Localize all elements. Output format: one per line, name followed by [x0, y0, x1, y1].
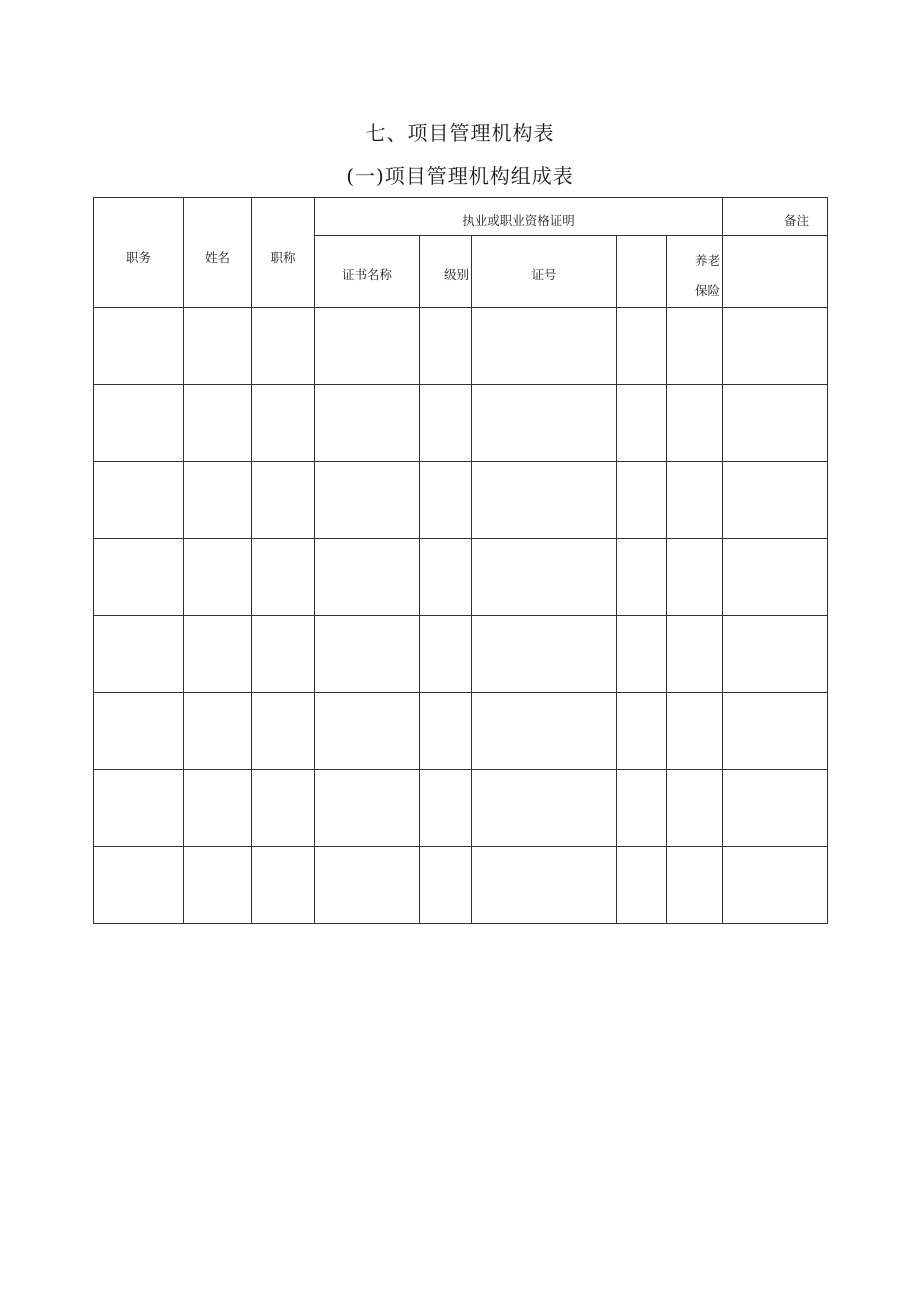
- table-cell[interactable]: [94, 385, 184, 462]
- table-cell[interactable]: [667, 462, 723, 539]
- table-cell[interactable]: [617, 770, 667, 847]
- document-heading: 七、项目管理机构表: [365, 121, 555, 145]
- header-cell-cert-no: [472, 236, 617, 308]
- table-cell[interactable]: [252, 462, 315, 539]
- table-cell[interactable]: [420, 847, 472, 924]
- table-cell[interactable]: [94, 308, 184, 385]
- table-cell[interactable]: [723, 308, 828, 385]
- table-cell[interactable]: [617, 385, 667, 462]
- table-cell[interactable]: [184, 847, 252, 924]
- table-cell[interactable]: [617, 847, 667, 924]
- table-cell[interactable]: [252, 385, 315, 462]
- header-cell-remarks-sub: [723, 236, 828, 308]
- document-subheading: (一)项目管理机构组成表: [346, 164, 574, 188]
- header-cell-blank: [617, 236, 667, 308]
- header-label-title: 职称: [270, 250, 296, 265]
- table-cell[interactable]: [420, 693, 472, 770]
- table-cell[interactable]: [184, 462, 252, 539]
- table-cell[interactable]: [315, 462, 420, 539]
- table-cell[interactable]: [723, 385, 828, 462]
- header-cell-name: [184, 198, 252, 308]
- header-label-pension-2: 保险: [694, 283, 720, 298]
- table-cell[interactable]: [94, 693, 184, 770]
- table-cell[interactable]: [667, 385, 723, 462]
- header-cell-cert-name: [315, 236, 420, 308]
- table-cell[interactable]: [184, 385, 252, 462]
- header-cell-remarks: [723, 198, 828, 236]
- table-row: [94, 462, 828, 539]
- header-label-cert-name: 证书名称: [341, 267, 392, 282]
- table-row: [94, 847, 828, 924]
- table-cell[interactable]: [94, 616, 184, 693]
- table-cell[interactable]: [315, 539, 420, 616]
- table-cell[interactable]: [472, 539, 617, 616]
- header-label-pension-1: 养老: [694, 253, 720, 268]
- table-cell[interactable]: [723, 539, 828, 616]
- table-cell[interactable]: [94, 847, 184, 924]
- table-cell[interactable]: [667, 539, 723, 616]
- table-cell[interactable]: [667, 308, 723, 385]
- header-cell-position: [94, 198, 184, 308]
- table-cell[interactable]: [252, 308, 315, 385]
- table-cell[interactable]: [184, 616, 252, 693]
- table-cell[interactable]: [472, 462, 617, 539]
- table-cell[interactable]: [420, 770, 472, 847]
- header-label-qualification: 执业或职业资格证明: [462, 213, 575, 228]
- table-cell[interactable]: [184, 770, 252, 847]
- table-cell[interactable]: [723, 847, 828, 924]
- table-cell[interactable]: [617, 308, 667, 385]
- header-cell-pension: [667, 236, 723, 308]
- header-cell-title: [252, 198, 315, 308]
- table-cell[interactable]: [184, 693, 252, 770]
- table-cell[interactable]: [723, 693, 828, 770]
- table-cell[interactable]: [94, 770, 184, 847]
- table-cell[interactable]: [472, 847, 617, 924]
- header-label-remarks: 备注: [783, 213, 809, 228]
- table-cell[interactable]: [472, 770, 617, 847]
- table-cell[interactable]: [252, 770, 315, 847]
- header-cell-level: [420, 236, 472, 308]
- table-cell[interactable]: [252, 693, 315, 770]
- table-cell[interactable]: [420, 462, 472, 539]
- table-cell[interactable]: [184, 308, 252, 385]
- table-cell[interactable]: [252, 539, 315, 616]
- table-row: [94, 616, 828, 693]
- table-cell[interactable]: [667, 847, 723, 924]
- table-cell[interactable]: [617, 462, 667, 539]
- header-label-level: 级别: [443, 267, 469, 282]
- table-row: [94, 693, 828, 770]
- table-cell[interactable]: [252, 847, 315, 924]
- table-cell[interactable]: [315, 770, 420, 847]
- table-cell[interactable]: [472, 616, 617, 693]
- table-cell[interactable]: [667, 616, 723, 693]
- table-cell[interactable]: [184, 539, 252, 616]
- table-cell[interactable]: [315, 693, 420, 770]
- table-cell[interactable]: [420, 385, 472, 462]
- table-cell[interactable]: [420, 308, 472, 385]
- table-row: [94, 385, 828, 462]
- table-cell[interactable]: [420, 616, 472, 693]
- table-cell[interactable]: [617, 693, 667, 770]
- table-cell[interactable]: [617, 616, 667, 693]
- project-management-table: [93, 197, 828, 924]
- header-label-position: 职务: [125, 250, 151, 265]
- header-cell-qualification: [315, 198, 723, 236]
- table-cell[interactable]: [667, 770, 723, 847]
- table-cell[interactable]: [472, 385, 617, 462]
- table-cell[interactable]: [472, 308, 617, 385]
- table-cell[interactable]: [723, 770, 828, 847]
- table-cell[interactable]: [315, 385, 420, 462]
- table-row: [94, 539, 828, 616]
- header-row-top: [94, 198, 828, 236]
- table-row: [94, 308, 828, 385]
- table-cell[interactable]: [617, 539, 667, 616]
- table-cell[interactable]: [252, 616, 315, 693]
- table-row: [94, 770, 828, 847]
- table-cell[interactable]: [472, 693, 617, 770]
- table-cell[interactable]: [723, 462, 828, 539]
- header-label-cert-no: 证号: [531, 267, 557, 282]
- table-cell[interactable]: [315, 847, 420, 924]
- table-cell[interactable]: [94, 462, 184, 539]
- table-cell[interactable]: [94, 539, 184, 616]
- header-label-name: 姓名: [204, 250, 230, 265]
- table-cell[interactable]: [315, 308, 420, 385]
- table-cell[interactable]: [420, 539, 472, 616]
- table-cell[interactable]: [667, 693, 723, 770]
- table-cell[interactable]: [315, 616, 420, 693]
- table-cell[interactable]: [723, 616, 828, 693]
